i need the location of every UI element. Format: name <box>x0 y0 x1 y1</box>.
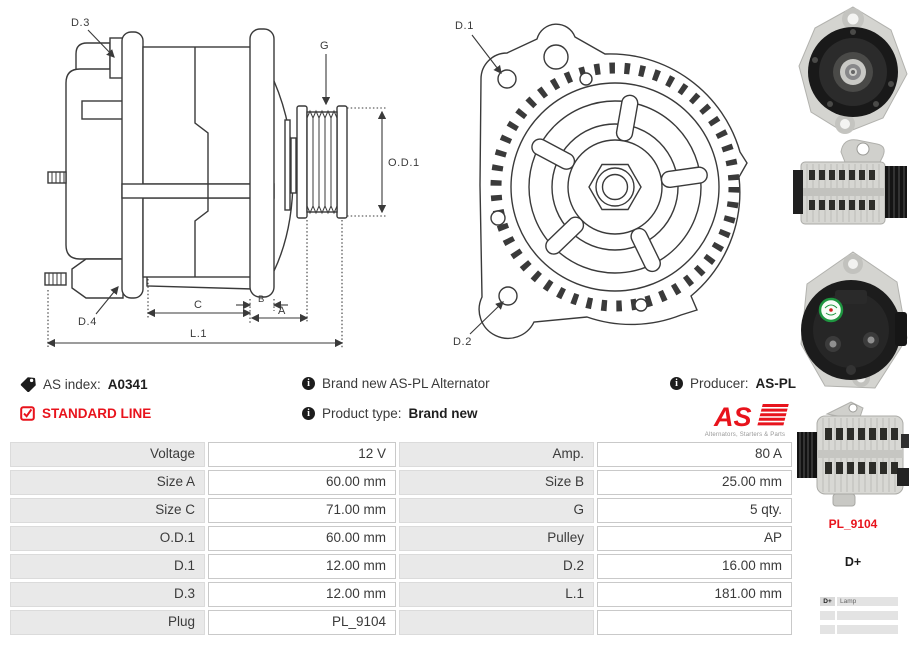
info-icon: i <box>302 377 315 390</box>
spec-label: Amp. <box>399 442 594 467</box>
spec-table <box>10 442 792 635</box>
product-photo-side-pulley-left <box>793 398 913 512</box>
pinout-row <box>820 611 898 620</box>
checkbox-checked-icon <box>20 406 35 421</box>
side-dim-label-d3: D.3 <box>71 17 90 29</box>
spec-value: 25.00 mm <box>597 470 792 495</box>
logo-mark: AS <box>714 402 752 432</box>
plug-code-label: PL_9104 <box>828 517 878 531</box>
pinout-desc <box>837 625 898 634</box>
spec-label: D.1 <box>10 554 205 579</box>
info-icon: i <box>302 407 315 420</box>
product-type-field <box>302 406 478 421</box>
info-icon: i <box>670 377 683 390</box>
spec-label: Voltage <box>10 442 205 467</box>
spec-value: AP <box>597 526 792 551</box>
side-dim-label-od1: O.D.1 <box>388 157 420 169</box>
spec-value: 71.00 mm <box>208 498 396 523</box>
brand-new-text: Brand new AS-PL Alternator <box>322 376 490 391</box>
producer-value: AS-PL <box>755 376 797 391</box>
spec-label: D.3 <box>10 582 205 607</box>
as-index-label: AS index: <box>43 376 101 392</box>
spec-label: D.2 <box>399 554 594 579</box>
spec-label: L.1 <box>399 582 594 607</box>
as-index-value: A0341 <box>107 376 148 392</box>
pinout-pin: D+ <box>820 597 835 606</box>
spec-value: 16.00 mm <box>597 554 792 579</box>
pinout-row <box>820 625 898 634</box>
standard-line-badge <box>20 406 151 421</box>
product-type-value: Brand new <box>408 406 478 421</box>
product-type-label: Product type: <box>322 406 402 421</box>
spec-value: 80 A <box>597 442 792 467</box>
spec-value: 12.00 mm <box>208 554 396 579</box>
as-index-field <box>20 376 148 392</box>
spec-label: G <box>399 498 594 523</box>
spec-value: 60.00 mm <box>208 470 396 495</box>
as-pl-logo <box>698 399 793 439</box>
spec-label: Size A <box>10 470 205 495</box>
front-view-technical-drawing <box>435 5 775 363</box>
side-dim-label-c: C <box>194 299 203 311</box>
spec-value: 12 V <box>208 442 396 467</box>
pinout-pin <box>820 625 835 634</box>
spec-label: Size C <box>10 498 205 523</box>
spec-label: Pulley <box>399 526 594 551</box>
pinout-desc: Lamp <box>837 597 898 606</box>
pinout-desc <box>837 611 898 620</box>
side-dim-label-b: B <box>258 294 265 305</box>
spec-label: Size B <box>399 470 594 495</box>
brand-new-field <box>302 376 490 391</box>
spec-label: O.D.1 <box>10 526 205 551</box>
spec-value: 12.00 mm <box>208 582 396 607</box>
terminal-label: D+ <box>844 555 862 569</box>
spec-value: 181.00 mm <box>597 582 792 607</box>
side-dim-label-d4: D.4 <box>78 316 97 328</box>
front-dim-label-d1: D.1 <box>455 20 474 32</box>
side-dim-label-l1: L.1 <box>190 328 208 340</box>
side-dim-label-a: A <box>278 305 286 317</box>
spec-label: Plug <box>10 610 205 635</box>
pinout-row <box>820 597 898 606</box>
logo-tagline: Alternators, Starters & Parts <box>704 432 786 438</box>
plug-pinout-table <box>820 597 898 639</box>
spec-value <box>597 610 792 635</box>
front-dim-label-d2: D.2 <box>453 336 472 348</box>
spec-value: PL_9104 <box>208 610 396 635</box>
product-photo-front <box>795 4 911 136</box>
product-photo-side-pulley-right <box>793 136 913 236</box>
pinout-pin <box>820 611 835 620</box>
spec-value: 60.00 mm <box>208 526 396 551</box>
producer-field <box>670 376 796 391</box>
standard-line-label: STANDARD LINE <box>42 406 152 421</box>
product-photo-rear <box>795 250 911 400</box>
tag-icon <box>20 376 36 392</box>
spec-label <box>399 610 594 635</box>
producer-label: Producer: <box>690 376 749 391</box>
side-view-technical-drawing <box>30 5 430 363</box>
spec-value: 5 qty. <box>597 498 792 523</box>
side-dim-label-g: G <box>320 40 330 52</box>
